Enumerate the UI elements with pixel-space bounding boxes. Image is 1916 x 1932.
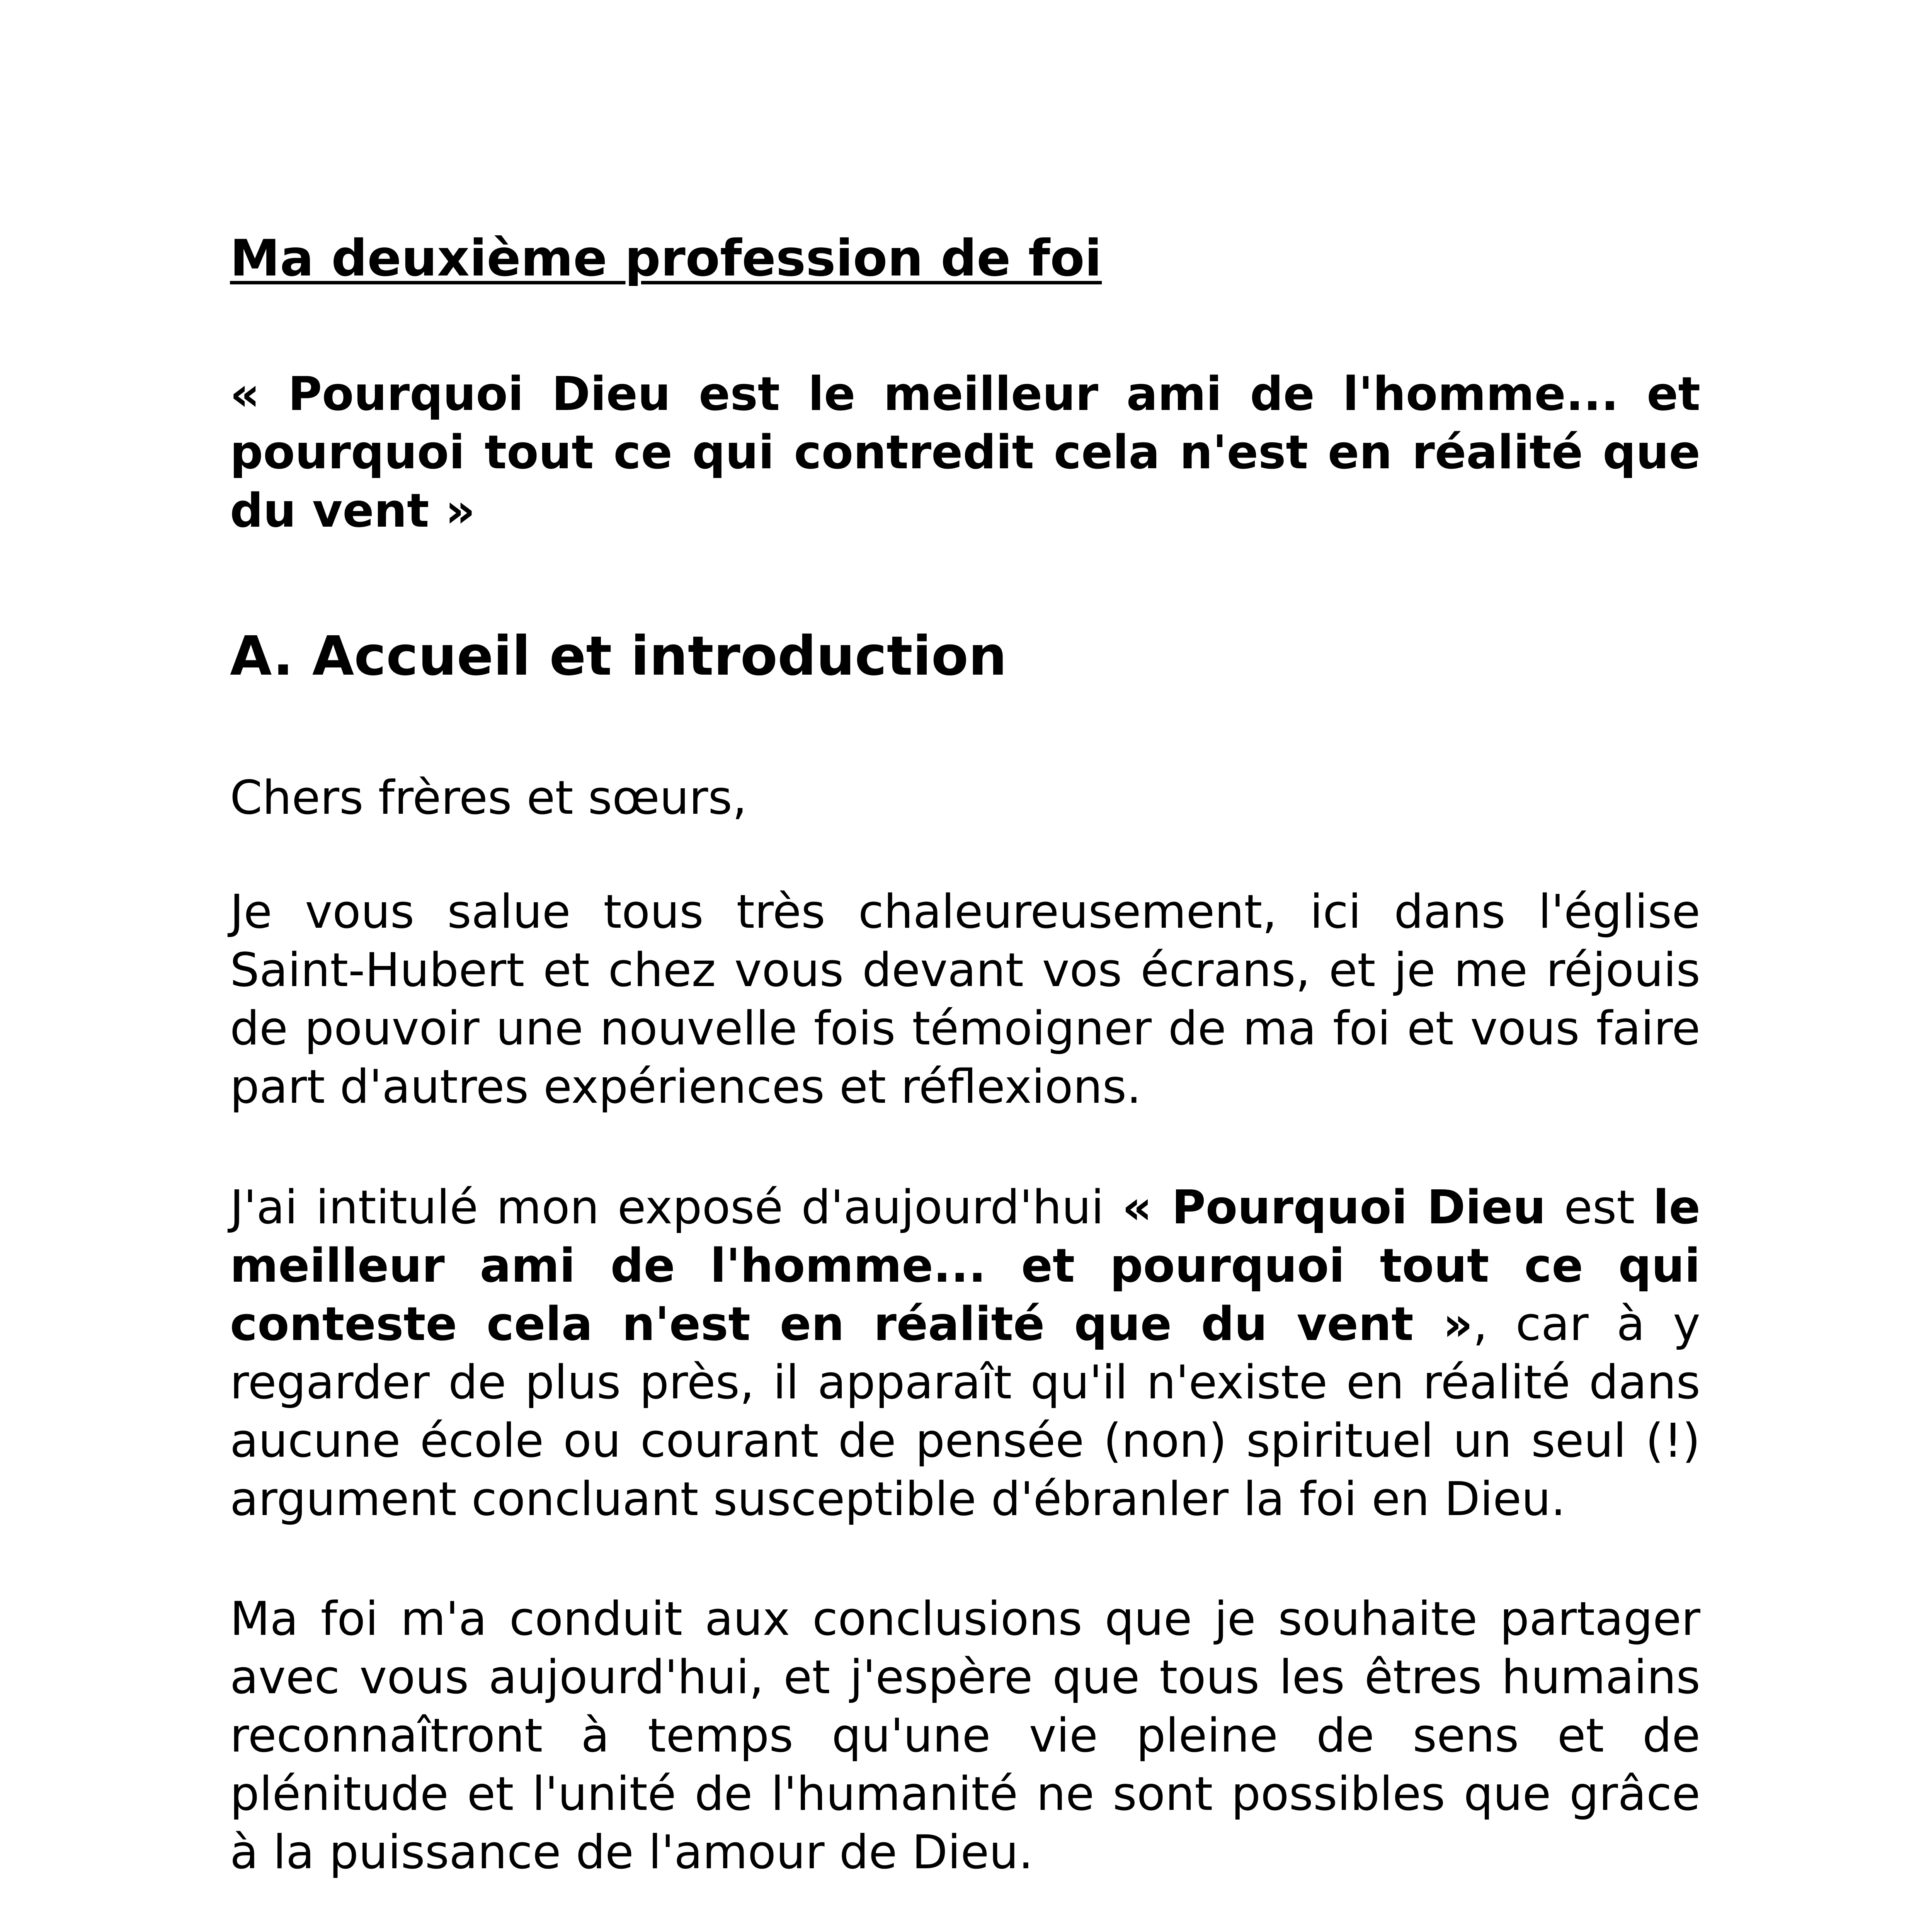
conclusions-paragraph: Ma foi m'a conduit aux conclusions que je souhaite partager avec vous aujourd'hui, et j'espère que tous les êtres humains reconnaîtront à temps qu'une vie pleine de sens et de plénitude et l'unité de l'humanité ne sont possibles que grâce à la puissance de l'amour de Dieu. bbox=[230, 1592, 1700, 1879]
title-intro-bold-2: le meilleur ami de l'homme... et pourquoi tout ce qui conteste cela n'est en réalité que du vent » bbox=[230, 1181, 1700, 1351]
title-intro-text-mid: est bbox=[1546, 1181, 1653, 1235]
title-intro-text-end: , car à y regarder de plus près, il apparaît qu'il n'existe en réalité dans aucune école ou courant de pensée (non) spirituel un seul (!) argument concluant susceptible d'ébranler la foi en Dieu. bbox=[230, 1298, 1700, 1526]
title-intro-bold-1: « Pourquoi Dieu bbox=[1122, 1181, 1546, 1235]
title-intro-text-start: J'ai intitulé mon exposé d'aujourd'hui bbox=[230, 1181, 1122, 1235]
greeting-paragraph: Chers frères et sœurs, bbox=[230, 771, 747, 825]
document-subtitle: « Pourquoi Dieu est le meilleur ami de l'homme... et pourquoi tout ce qui contredit cela n'est en réalité que du vent » bbox=[230, 367, 1700, 538]
document-title: Ma deuxième profession de foi bbox=[230, 229, 1102, 287]
welcome-paragraph: Je vous salue tous très chaleureusement, ici dans l'église Saint-Hubert et chez vous devant vos écrans, et je me réjouis de pouvoir une nouvelle fois témoigner de ma foi et vous faire part d'autres expériences et réflexions. bbox=[230, 885, 1700, 1114]
title-intro-paragraph bbox=[230, 1179, 1700, 1529]
section-a-heading: A. Accueil et introduction bbox=[230, 625, 1007, 688]
